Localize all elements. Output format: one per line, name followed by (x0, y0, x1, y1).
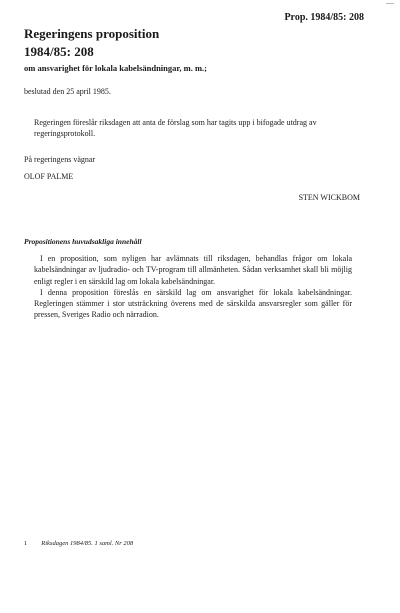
document-subtitle: om ansvarighet för lokala kabelsändningar, m. m.; (24, 63, 208, 73)
intro-paragraph: Regeringen föreslår riksdagen att anta de förslag som har tagits upp i bifogade utdrag av regeringsprotokoll. (34, 118, 317, 138)
summary-paragraph-2: I denna proposition föreslås en särskild lag om ansvarighet för lokala kabelsändningar. Regleringen stämmer i stor utsträckning överens med de särskilda ansvarsregler som gäller för pressen, Sveriges Radio och närradion. (34, 287, 352, 320)
prime-minister-name: OLOF PALME (24, 172, 74, 181)
footer-text: Riksdagen 1984/85. 1 saml. Nr 208 (41, 540, 134, 547)
page-footer (24, 540, 133, 547)
summary-body (34, 253, 352, 321)
footer-page-number: 1 (24, 540, 28, 547)
document-title: Regeringens proposition (24, 26, 160, 41)
corner-mark (386, 3, 394, 4)
minister-name: STEN WICKBOM (298, 193, 360, 202)
proposition-number: 1984/85: 208 (24, 44, 94, 59)
on-behalf-line: På regeringens vägnar (24, 155, 96, 164)
decision-date: beslutad den 25 april 1985. (24, 87, 111, 96)
summary-heading: Propositionens huvudsakliga innehåll (24, 237, 142, 246)
summary-paragraph-1: I en proposition, som nyligen har avlämnats till riksdagen, behandlas frågor om lokala kabelsändningar av ljudradio- och TV-program till allmänheten. Sådan verksamhet skall bli möjlig enligt regler i en särskild lag om lokala kabelsändningar. (34, 254, 352, 286)
proposition-reference: Prop. 1984/85: 208 (284, 12, 364, 23)
